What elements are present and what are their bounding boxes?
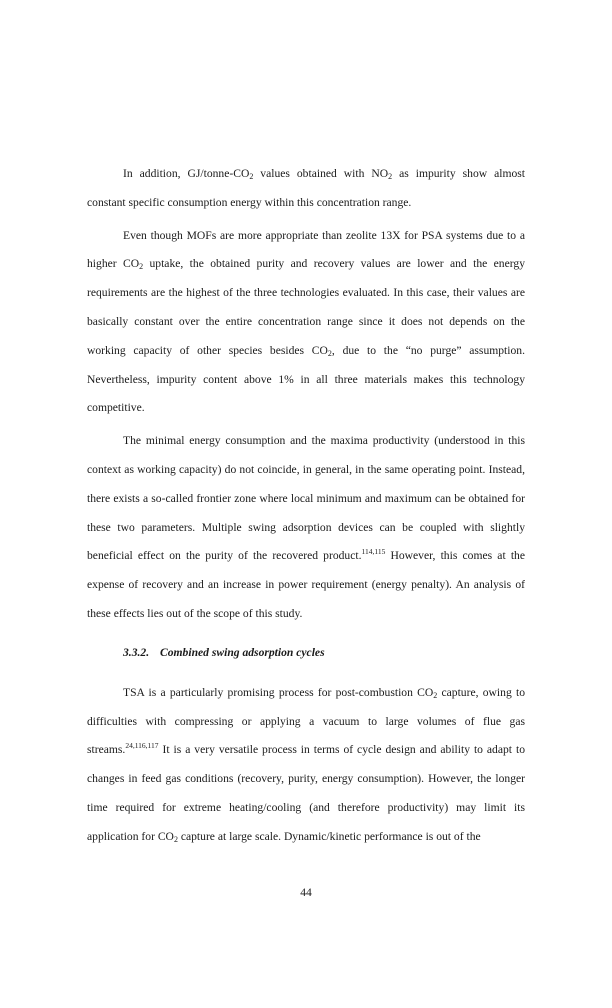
page-body bbox=[87, 160, 525, 852]
citation-superscript: 24,116,117 bbox=[125, 741, 159, 751]
text-run: , due to the “no purge” assumption. Nevertheless, impurity content above 1% in all three materials makes this technology competitive. bbox=[87, 343, 525, 415]
text-run: In addition, GJ/tonne-CO bbox=[123, 167, 250, 180]
subscript: 2 bbox=[249, 172, 254, 181]
page-number: 44 bbox=[300, 886, 312, 899]
paragraphs-after-heading bbox=[87, 679, 525, 852]
subscript: 2 bbox=[173, 834, 178, 844]
paragraphs-before-heading bbox=[87, 160, 525, 629]
subscript: 2 bbox=[327, 348, 332, 358]
text-run: The minimal energy consumption and the maxima productivity (understood in this context as working capacity) do not coincide, in general, in the same operating point. Instead, there exists a so-called frontier zone where local minimum and maximum can be obtained for these two parameters. Multiple swing adsorption devices can be coupled with slightly beneficial effect on the purity of the recovered product. bbox=[87, 434, 525, 563]
text-run: It is a very versatile process in terms of cycle design and ability to adapt to changes in feed gas conditions (recovery, purity, energy consumption). However, the longer time required for extreme heating/cooling (and therefore productivity) may limit its application for CO bbox=[87, 743, 525, 843]
section-number: 3.3.2. bbox=[123, 645, 150, 659]
subscript: 2 bbox=[139, 262, 144, 272]
text-run: Even though MOFs are more appropriate than zeolite 13X for PSA systems due to a higher CO bbox=[87, 228, 525, 271]
body-paragraph bbox=[87, 427, 525, 629]
body-paragraph bbox=[87, 679, 525, 852]
subscript: 2 bbox=[388, 172, 393, 181]
text-run: as impurity show almost constant specific consumption energy within this concentration range. bbox=[87, 167, 525, 209]
text-run: TSA is a particularly promising process for post-combustion CO bbox=[123, 685, 434, 699]
text-run: capture at large scale. Dynamic/kinetic performance is out of the bbox=[177, 829, 481, 843]
body-paragraph bbox=[87, 222, 525, 424]
text-run: capture, owing to difficulties with compressing or applying a vacuum to large volumes of flue gas streams. bbox=[87, 685, 525, 757]
body-paragraph bbox=[87, 160, 525, 218]
text-run: However, this comes at the expense of recovery and an increase in power requirement (energy penalty). An analysis of these effects lies out of the scope of this study. bbox=[87, 549, 525, 620]
text-run: uptake, the obtained purity and recovery values are lower and the energy requirements are the highest of the three technologies evaluated. In this case, their values are basically constant over the entire concentration range since it does not depends on the working capacity of other species besides CO bbox=[87, 257, 525, 357]
subscript: 2 bbox=[433, 690, 438, 700]
section-heading bbox=[123, 643, 525, 663]
citation-superscript: 114,115 bbox=[361, 547, 386, 557]
section-title: Combined swing adsorption cycles bbox=[160, 645, 325, 659]
text-run: values obtained with NO bbox=[253, 167, 389, 180]
